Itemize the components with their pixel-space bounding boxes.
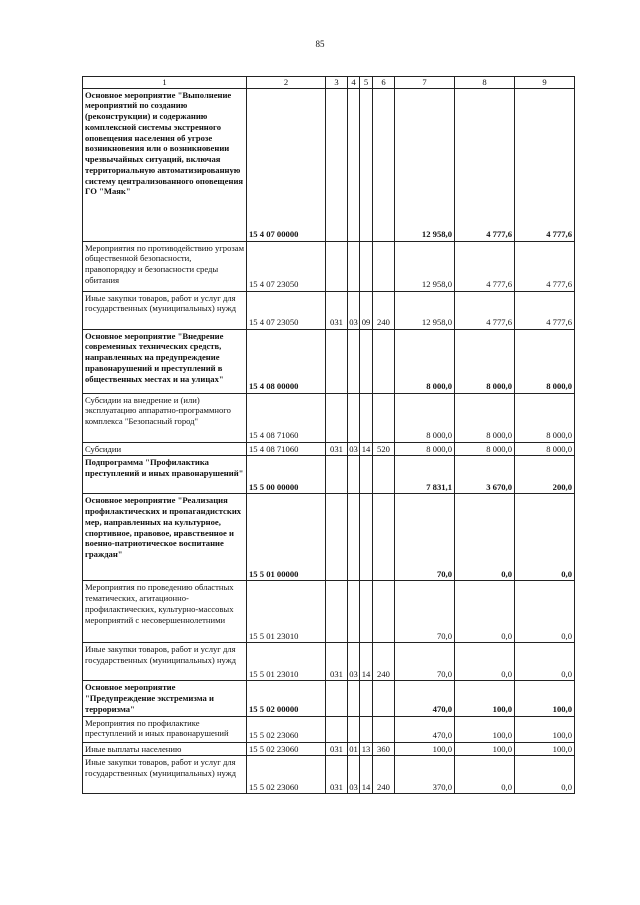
row-value-col7: 70,0 <box>395 581 455 643</box>
row-value-col7: 7 831,1 <box>395 456 455 494</box>
row-value-col8: 0,0 <box>455 581 515 643</box>
table-row <box>83 716 575 742</box>
row-subsection <box>360 329 373 393</box>
row-subsection <box>360 393 373 442</box>
row-value-col8: 4 777,6 <box>455 88 515 241</box>
row-value-col8: 100,0 <box>455 716 515 742</box>
row-admin-code: 031 <box>326 742 348 756</box>
row-value-col9: 4 777,6 <box>515 291 575 329</box>
row-section <box>348 456 360 494</box>
row-subsection: 14 <box>360 756 373 794</box>
row-value-col9: 0,0 <box>515 494 575 581</box>
row-value-col8: 8 000,0 <box>455 393 515 442</box>
row-code: 15 4 07 23050 <box>247 291 326 329</box>
row-name: Подпрограмма "Профилактика преступлений и иных правонарушений" <box>83 456 247 494</box>
row-subsection <box>360 681 373 716</box>
row-value-col9: 4 777,6 <box>515 241 575 291</box>
row-section: 01 <box>348 742 360 756</box>
row-section: 03 <box>348 643 360 681</box>
row-expense-type: 240 <box>373 291 395 329</box>
row-name: Основное мероприятие "Внедрение современных технических средств, направленных на предупреждение правонарушений и преступлений в общественных местах и на улицах" <box>83 329 247 393</box>
table-row <box>83 756 575 794</box>
column-header-5: 5 <box>360 77 373 89</box>
row-code: 15 4 07 23050 <box>247 241 326 291</box>
row-value-col8: 4 777,6 <box>455 291 515 329</box>
column-header-2: 2 <box>247 77 326 89</box>
column-header-1: 1 <box>83 77 247 89</box>
row-value-col8: 100,0 <box>455 742 515 756</box>
row-value-col9: 100,0 <box>515 681 575 716</box>
row-name: Основное мероприятие "Реализация профилактических и пропагандистских мер, направленных на культурное, спортивное, правовое, нравственное и военно-патриотическое воспитание граждан" <box>83 494 247 581</box>
column-header-7: 7 <box>395 77 455 89</box>
row-value-col8: 0,0 <box>455 643 515 681</box>
table-row <box>83 329 575 393</box>
row-name: Субсидии <box>83 442 247 456</box>
row-value-col9: 0,0 <box>515 581 575 643</box>
row-admin-code: 031 <box>326 291 348 329</box>
row-value-col7: 470,0 <box>395 681 455 716</box>
row-value-col9: 100,0 <box>515 716 575 742</box>
row-admin-code <box>326 329 348 393</box>
row-subsection: 13 <box>360 742 373 756</box>
row-name: Иные закупки товаров, работ и услуг для государственных (муниципальных) нужд <box>83 643 247 681</box>
row-expense-type <box>373 329 395 393</box>
row-value-col8: 4 777,6 <box>455 241 515 291</box>
row-subsection <box>360 716 373 742</box>
row-expense-type <box>373 393 395 442</box>
budget-table <box>82 76 575 794</box>
header-row <box>83 77 575 89</box>
row-expense-type <box>373 241 395 291</box>
table-row <box>83 681 575 716</box>
row-value-col9: 8 000,0 <box>515 329 575 393</box>
column-header-6: 6 <box>373 77 395 89</box>
row-value-col7: 470,0 <box>395 716 455 742</box>
row-value-col8: 3 670,0 <box>455 456 515 494</box>
row-admin-code <box>326 241 348 291</box>
row-section <box>348 329 360 393</box>
column-header-4: 4 <box>348 77 360 89</box>
row-value-col9: 100,0 <box>515 742 575 756</box>
row-name: Мероприятия по противодействию угрозам общественной безопасности, правопорядку и безопасности среды обитания <box>83 241 247 291</box>
table-row <box>83 456 575 494</box>
row-code: 15 5 01 23010 <box>247 581 326 643</box>
table-body <box>83 88 575 794</box>
row-expense-type: 520 <box>373 442 395 456</box>
row-expense-type <box>373 494 395 581</box>
row-value-col7: 8 000,0 <box>395 329 455 393</box>
row-expense-type <box>373 681 395 716</box>
row-name: Основное мероприятие "Предупреждение экстремизма и терроризма" <box>83 681 247 716</box>
row-name: Иные выплаты населению <box>83 742 247 756</box>
row-section <box>348 716 360 742</box>
row-name: Субсидии на внедрение и (или) эксплуатацию аппаратно-программного комплекса "Безопасный город" <box>83 393 247 442</box>
row-code: 15 5 01 00000 <box>247 494 326 581</box>
row-name: Иные закупки товаров, работ и услуг для государственных (муниципальных) нужд <box>83 291 247 329</box>
row-subsection: 14 <box>360 442 373 456</box>
row-name: Мероприятия по профилактике преступлений и иных правонарушений <box>83 716 247 742</box>
row-admin-code <box>326 716 348 742</box>
row-subsection <box>360 241 373 291</box>
row-value-col7: 12 958,0 <box>395 88 455 241</box>
row-admin-code <box>326 681 348 716</box>
row-name: Мероприятия по проведению областных тематических, агитационно-профилактических, культурно-массовых мероприятий с несовершеннолетними <box>83 581 247 643</box>
row-section: 03 <box>348 442 360 456</box>
row-section <box>348 494 360 581</box>
row-subsection <box>360 494 373 581</box>
row-expense-type: 240 <box>373 643 395 681</box>
table-row <box>83 291 575 329</box>
row-admin-code <box>326 88 348 241</box>
row-admin-code: 031 <box>326 442 348 456</box>
row-code: 15 5 02 23060 <box>247 756 326 794</box>
row-section <box>348 393 360 442</box>
row-value-col7: 100,0 <box>395 742 455 756</box>
row-value-col9: 4 777,6 <box>515 88 575 241</box>
row-code: 15 4 08 71060 <box>247 393 326 442</box>
row-value-col8: 0,0 <box>455 756 515 794</box>
row-expense-type <box>373 88 395 241</box>
row-code: 15 4 08 71060 <box>247 442 326 456</box>
row-section <box>348 581 360 643</box>
row-code: 15 5 00 00000 <box>247 456 326 494</box>
row-subsection <box>360 456 373 494</box>
row-admin-code <box>326 494 348 581</box>
row-value-col7: 12 958,0 <box>395 291 455 329</box>
table-row <box>83 442 575 456</box>
table-row <box>83 241 575 291</box>
row-value-col8: 8 000,0 <box>455 442 515 456</box>
row-subsection <box>360 581 373 643</box>
row-subsection: 09 <box>360 291 373 329</box>
page-number: 85 <box>315 39 325 49</box>
table-row <box>83 393 575 442</box>
row-expense-type <box>373 716 395 742</box>
row-subsection: 14 <box>360 643 373 681</box>
row-subsection <box>360 88 373 241</box>
row-name: Иные закупки товаров, работ и услуг для государственных (муниципальных) нужд <box>83 756 247 794</box>
row-value-col7: 70,0 <box>395 494 455 581</box>
column-header-8: 8 <box>455 77 515 89</box>
row-name: Основное мероприятие "Выполнение мероприятий по созданию (реконструкции) и содержанию комплексной системы экстренного оповещения населения об угрозе возникновения или о возникновении чрезвычайных ситуаций, включая территориальную автоматизированную систему централизованного оповещения ГО "Маяк" <box>83 88 247 241</box>
row-value-col7: 12 958,0 <box>395 241 455 291</box>
row-section <box>348 241 360 291</box>
row-code: 15 5 02 23060 <box>247 742 326 756</box>
row-value-col7: 8 000,0 <box>395 442 455 456</box>
row-code: 15 4 08 00000 <box>247 329 326 393</box>
row-value-col7: 370,0 <box>395 756 455 794</box>
row-admin-code <box>326 581 348 643</box>
row-admin-code: 031 <box>326 643 348 681</box>
table-row <box>83 742 575 756</box>
table-row <box>83 643 575 681</box>
row-value-col9: 8 000,0 <box>515 442 575 456</box>
row-admin-code <box>326 393 348 442</box>
row-value-col7: 70,0 <box>395 643 455 681</box>
column-header-9: 9 <box>515 77 575 89</box>
table-row <box>83 88 575 241</box>
row-admin-code: 031 <box>326 756 348 794</box>
row-value-col9: 0,0 <box>515 643 575 681</box>
column-header-3: 3 <box>326 77 348 89</box>
row-section: 03 <box>348 291 360 329</box>
row-code: 15 5 02 23060 <box>247 716 326 742</box>
row-admin-code <box>326 456 348 494</box>
row-code: 15 4 07 00000 <box>247 88 326 241</box>
row-expense-type: 240 <box>373 756 395 794</box>
table-row <box>83 494 575 581</box>
row-value-col8: 8 000,0 <box>455 329 515 393</box>
row-value-col8: 100,0 <box>455 681 515 716</box>
table-row <box>83 581 575 643</box>
row-expense-type: 360 <box>373 742 395 756</box>
row-value-col9: 200,0 <box>515 456 575 494</box>
row-code: 15 5 02 00000 <box>247 681 326 716</box>
row-value-col7: 8 000,0 <box>395 393 455 442</box>
row-expense-type <box>373 456 395 494</box>
row-code: 15 5 01 23010 <box>247 643 326 681</box>
row-value-col9: 8 000,0 <box>515 393 575 442</box>
row-value-col9: 0,0 <box>515 756 575 794</box>
row-value-col8: 0,0 <box>455 494 515 581</box>
row-expense-type <box>373 581 395 643</box>
row-section <box>348 88 360 241</box>
row-section <box>348 681 360 716</box>
row-section: 03 <box>348 756 360 794</box>
